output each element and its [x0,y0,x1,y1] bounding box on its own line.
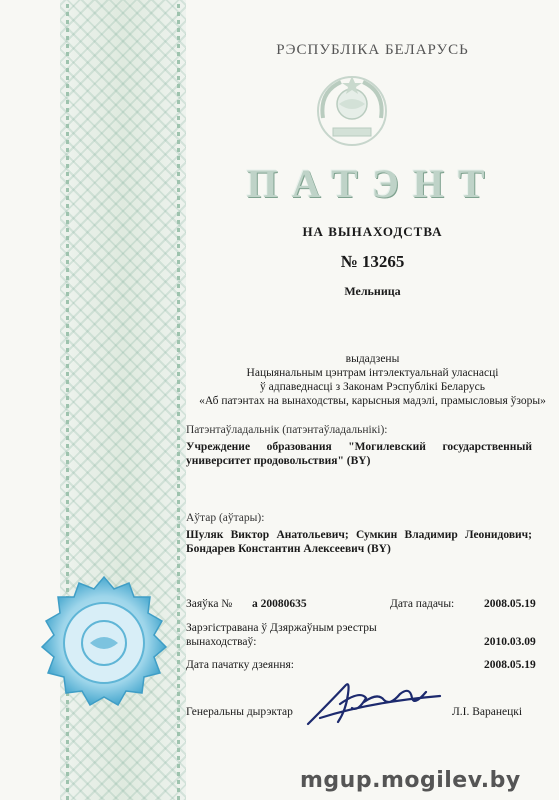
issued-line: ў адпаведнасці з Законам Рэспублікі Беларусь [260,381,485,393]
application-label: Заяўка № [186,598,233,610]
holder-value: Учреждение образования "Могилевский государственный университет продовольствия" (BY) [186,441,532,467]
filing-date: 2008.05.19 [484,598,536,610]
state-emblem-icon [311,70,393,152]
invention-name: Мельница [344,284,401,298]
invention-type: НА ВЫНАХОДСТВА [302,224,443,239]
holder-label: Патэнтаўладальнік (патэнтаўладальнікі): [186,424,388,436]
director-name: Л.І. Варанецкі [452,706,523,718]
patent-number: № 13265 [340,252,405,271]
holder-block [186,424,532,468]
patent-title: ПАТЭНТ [246,161,499,206]
issued-line: выдадзены [345,353,400,365]
authors-block [186,512,532,556]
issued-by-block [186,352,559,408]
authors-label: Аўтар (аўтары): [186,512,265,524]
registration-label-2: вынаходстваў: [186,636,257,648]
issued-line: Нацыянальным цэнтрам інтэлектуальнай уласнасці [246,367,499,379]
registration-date: 2010.03.09 [484,636,536,648]
republic-heading: РЭСПУБЛІКА БЕЛАРУСЬ [276,42,469,58]
director-label: Генеральны дырэктар [186,706,293,718]
issued-line: «Аб патэнтах на вынаходствы, карысныя мадэлі, прамысловыя ўзоры» [199,395,546,407]
authors-value: Шуляк Виктор Анатольевич; Сумкин Владимир Леонидович; Бондарев Константин Алексеевич (BY) [186,529,532,555]
site-watermark: mgup.mogilev.by [300,768,521,793]
registration-label: Зарэгістравана ў Дзяржаўным рэестры [186,622,377,634]
official-seal-icon [34,575,174,715]
start-date: 2008.05.19 [484,659,536,671]
signature-icon [300,672,450,732]
start-date-label: Дата пачатку дзеяння: [186,659,294,671]
application-number: a 20080635 [252,598,307,610]
filing-date-label: Дата падачы: [390,598,455,610]
